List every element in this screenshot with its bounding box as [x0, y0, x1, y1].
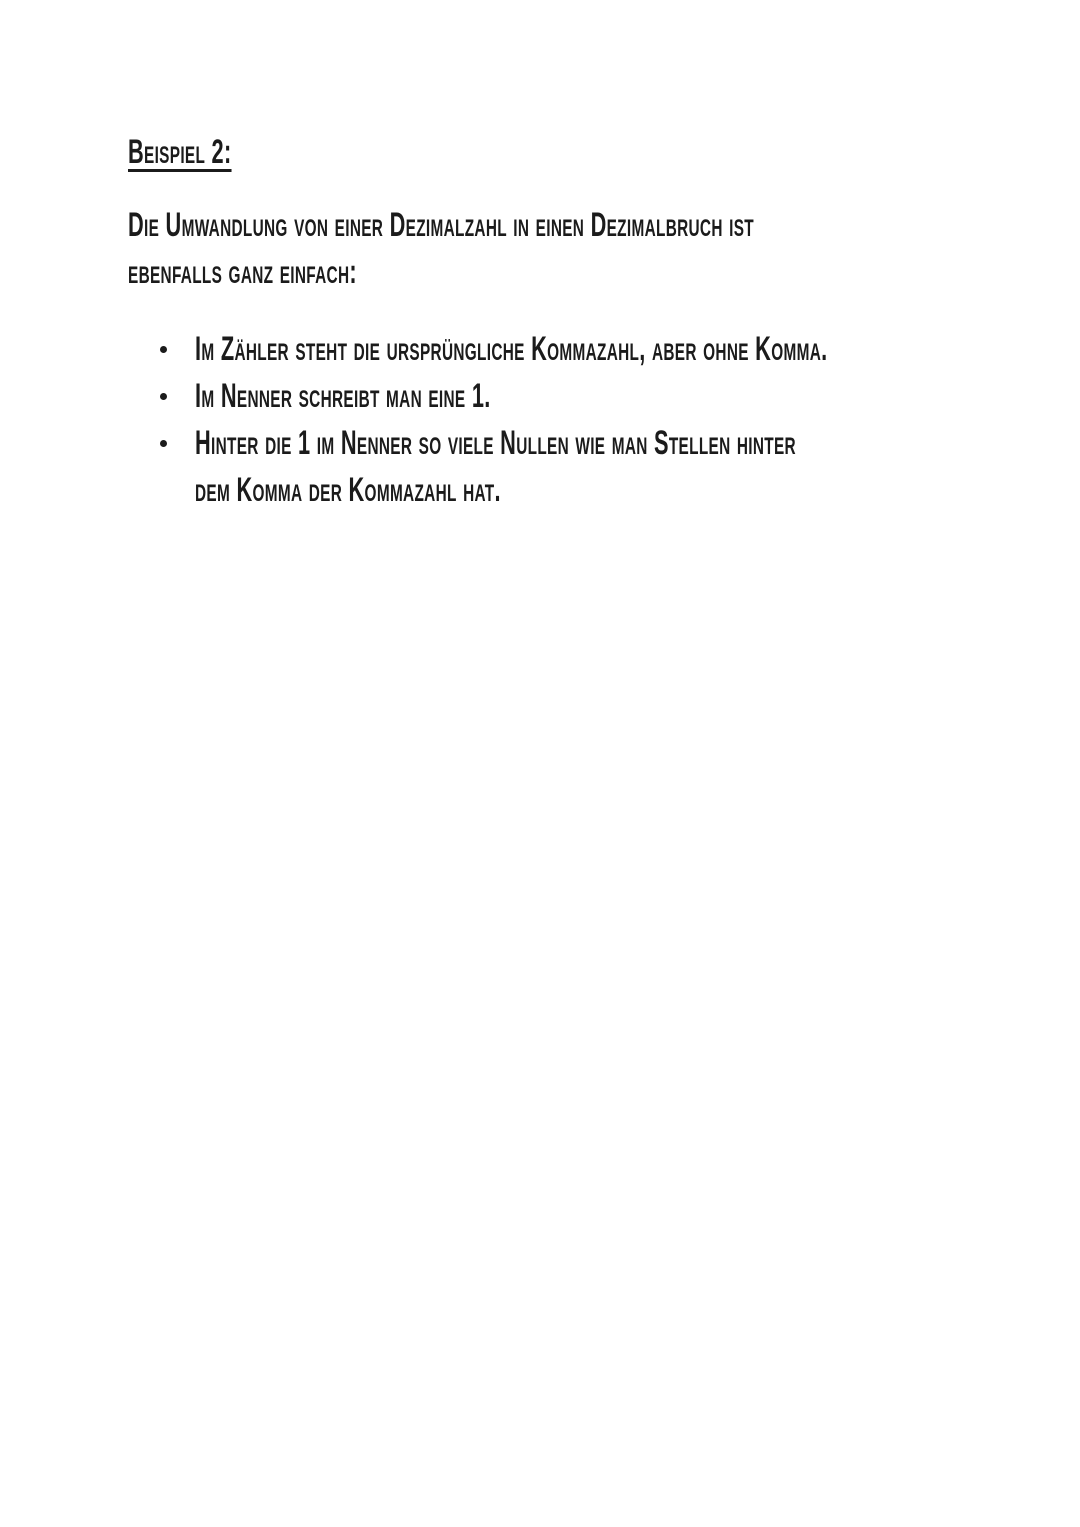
intro-line: ebenfalls ganz einfach: [128, 253, 357, 291]
bullet-line: Im Nenner schreibt man eine 1. [195, 377, 491, 415]
bullet-icon [160, 440, 167, 447]
page-heading [128, 132, 232, 172]
bullet-list [128, 326, 1080, 514]
bullet-icon [160, 393, 167, 400]
bullet-line: Hinter die 1 im Nenner so viele Nullen wie man Stellen hinter [195, 424, 796, 462]
intro-paragraph [128, 202, 1080, 296]
bullet-icon [160, 346, 167, 353]
list-item [128, 326, 1080, 373]
list-item [128, 373, 1080, 420]
list-item [128, 420, 1080, 514]
bullet-text [195, 420, 1080, 514]
bullet-line: dem Komma der Kommazahl hat. [195, 471, 501, 509]
bullet-text [195, 373, 657, 420]
page-heading-text: Beispiel 2: [128, 133, 232, 171]
intro-line: Die Umwandlung von einer Dezimalzahl in einen Dezimalbruch ist [128, 206, 754, 244]
bullet-text [195, 326, 1080, 373]
bullet-line: Im Zähler steht die ursprüngliche Kommazahl, aber ohne Komma. [195, 330, 828, 368]
